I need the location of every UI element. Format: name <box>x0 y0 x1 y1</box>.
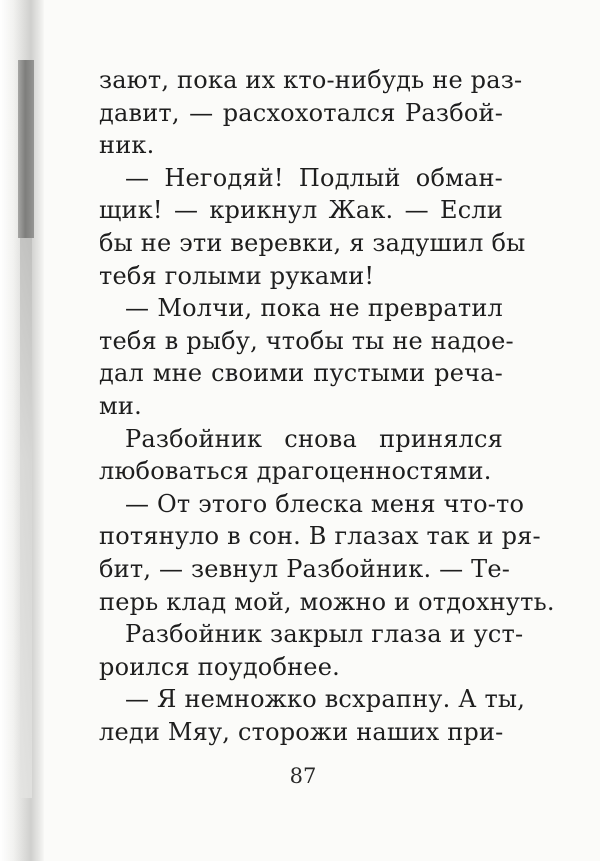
text-line: бы не эти веревки, я задушил бы <box>99 228 526 257</box>
body-text <box>99 64 555 748</box>
text-line: любоваться драгоценностями. <box>99 457 492 486</box>
binding-shadow-dark <box>18 60 34 238</box>
text-line: перь клад мой, можно и отдохнуть. <box>99 587 555 616</box>
text-line: — Негодяй! Подлый обман- <box>125 163 503 192</box>
text-line: — Я немножко всхрапну. А ты, <box>125 685 526 714</box>
text-line: — Молчи, пока не превратил <box>125 294 503 323</box>
text-line: бит, — зевнул Разбойник. — Те- <box>99 554 511 583</box>
text-line: леди Мяу, сторожи наших при- <box>99 717 504 746</box>
text-line: тебя голыми руками! <box>99 261 375 290</box>
text-line: ми. <box>99 391 142 420</box>
page-number: 87 <box>289 764 317 788</box>
text-line: тебя в рыбу, чтобы ты не надое- <box>99 326 514 355</box>
text-line: дал мне своими пустыми реча- <box>99 359 503 388</box>
binding-shadow-fade <box>20 238 32 798</box>
text-line: — От этого блеска меня что-то <box>125 489 525 518</box>
text-line: щик! — крикнул Жак. — Если <box>99 196 503 225</box>
text-line: Разбойник закрыл глаза и уст- <box>125 620 524 649</box>
text-line: роился поудобнее. <box>99 652 340 681</box>
text-line: ник. <box>99 131 155 160</box>
text-line: давит, — расхохотался Разбой- <box>99 98 503 127</box>
text-line: зают, пока их кто-нибудь не раз- <box>99 66 523 94</box>
text-line: потянуло в сон. В глазах так и ря- <box>99 522 541 551</box>
text-line: Разбойник снова принялся <box>125 424 503 453</box>
